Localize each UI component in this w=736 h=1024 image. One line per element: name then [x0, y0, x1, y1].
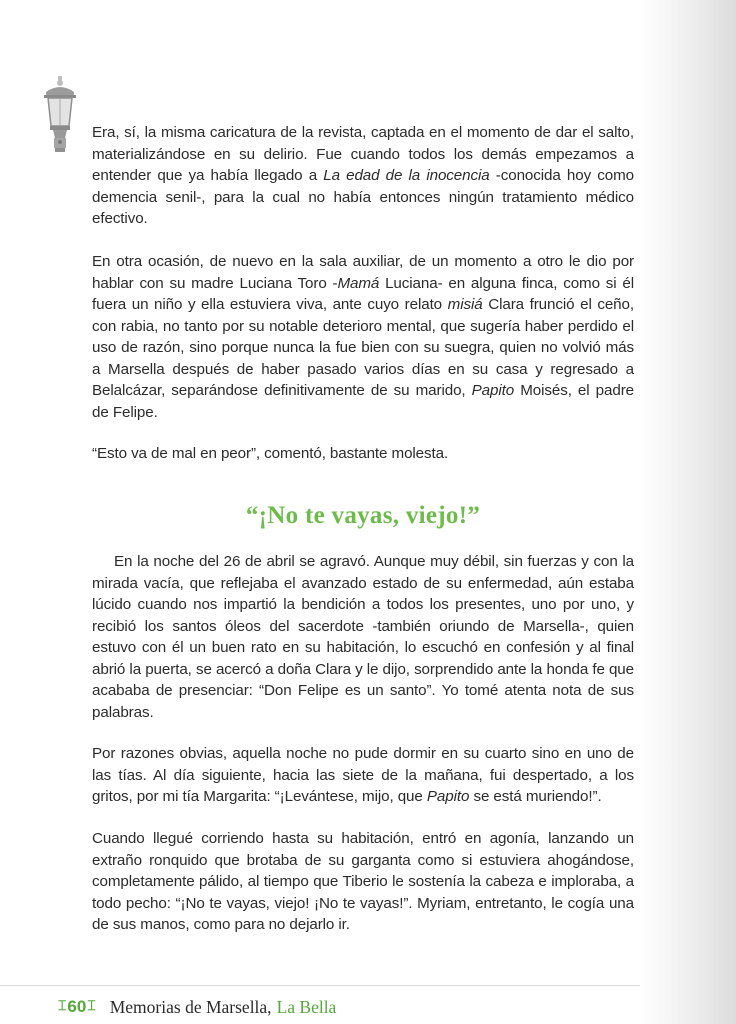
paragraph-6: Cuando llegué corriendo hasta su habitación, entró en agonía, lanzando un extraño ronquido que brotaba de su garganta como si estuviera ahogándose, completamente pálido, al tiempo que Tiberio le sostenía la cabeza e imploraba, a todo pecho: “¡No te vayas, viejo! ¡No te vayas!”. Myriam, entretanto, le cogía una de sus manos, como para no dejarlo ir. [92, 830, 634, 933]
ornament-right-icon: ⌶ [87, 999, 96, 1014]
page-edge-shadow [640, 0, 736, 1024]
street-lamp-icon [42, 76, 78, 154]
book-title: Memorias de Marsella, [109, 996, 272, 1017]
section-heading: “¡No te vayas, viejo!” [245, 502, 481, 529]
paragraph-4: En la noche del 26 de abril se agravó. Aunque muy débil, sin fuerzas y con la mirada vacía, que reflejaba el avanzado estado de su enfermedad, aún estaba lúcido cuando nos impartió la bendición a todos los presentes, uno por uno, y recibió los santos óleos del sacerdote -también oriundo de Marsella-, quien estuvo con él un buen rato en su habitación, lo escuchó en confesión y al final abrió la puerta, se acercó a doña Clara y le dijo, sorprendido ante la honda fe que acababa de presenciar: “Don Felipe es un santo”. Yo tomé atenta nota de sus palabras. [92, 553, 634, 721]
footer-divider [0, 985, 640, 986]
paragraph-5: Por razones obvias, aquella noche no pude dormir en su cuarto sino en uno de las tías. Al día siguiente, hacia las siete de la mañana, fui despertado, a los gritos, por mi tía Margarita: “¡Levántese, mijo, que Papito se está muriendo!”. [92, 745, 634, 805]
paragraph-2: En otra ocasión, de nuevo en la sala auxiliar, de un momento a otro le dio por hablar con su madre Luciana Toro -Mamá Luciana- en alguna finca, como si él fuera un niño y ella estuviera viva, ante cuyo relato misiá Clara frunció el ceño, con rabia, no tanto por su notable deterioro mental, que sugería haber perdido el uso de razón, sino porque nunca la fue bien con su suegra, quien no volvió más a Marsella después de haber pasado varios días en su casa y regresado a Belalcázar, separándose definitivamente de su marido, Papito Moisés, el padre de Felipe. [92, 253, 634, 421]
page-number: 60 [67, 997, 87, 1016]
page-footer [58, 994, 336, 1020]
ornament-left-icon: ⌶ [58, 999, 67, 1014]
paragraph-1: Era, sí, la misma caricatura de la revista, captada en el momento de dar el salto, materializándose en su delirio. Fue cuando todos los demás empezamos a entender que ya había llegado a La edad de la inocencia -conocida hoy como demencia senil-, para la cual no había entonces ningún tratamiento médico efectivo. [92, 124, 635, 227]
paragraph-3: “Esto va de mal en peor”, comentó, bastante molesta. [92, 445, 449, 462]
book-subtitle: La Bella [276, 996, 337, 1017]
